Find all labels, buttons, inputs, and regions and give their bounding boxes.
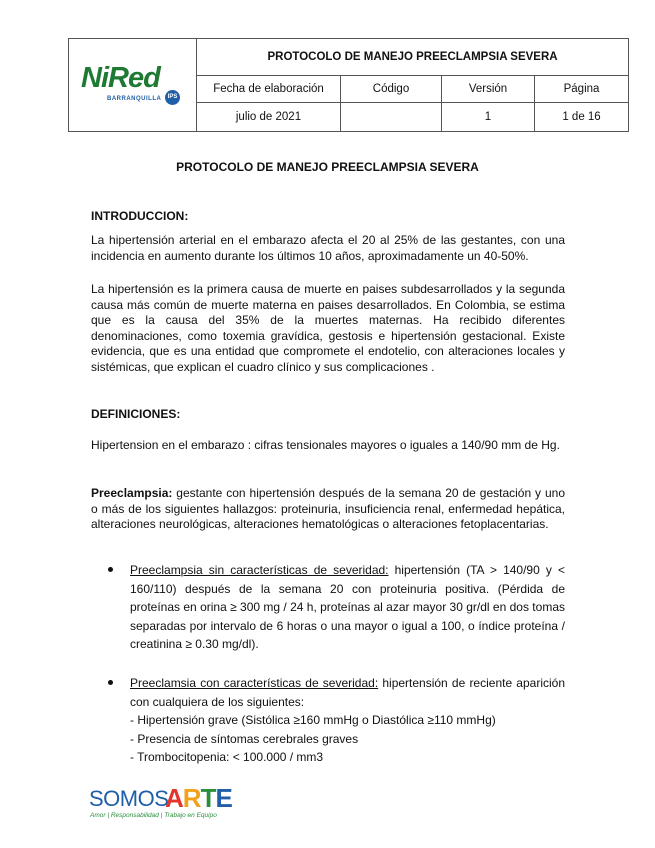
bullet1-label: Preeclampsia sin características de severidad: bbox=[130, 563, 389, 577]
header-table bbox=[68, 38, 629, 132]
bullet2-text: hipertensión de reciente aparición con cualquiera de los siguientes: bbox=[130, 676, 566, 709]
intro-paragraph-1: La hipertensión arterial en el embarazo afecta el 20 al 25% de las gestantes, con una incidencia en aumento durante los últimos 10 años, aproximadamente un 40-50%. bbox=[91, 233, 565, 263]
preeclampsia-text: gestante con hipertensión después de la semana 20 de gestación y uno o más de los siguientes hallazgos: proteinuria, insuficiencia renal, enfermedad hepática, alteraciones neurológicas, alteraciones hematológicas o alteraciones fetoplacentarias. bbox=[91, 486, 565, 531]
preeclampsia-label: Preeclampsia: bbox=[91, 486, 173, 500]
sub-item-hypertension: - Hipertensión grave (Sistólica ≥160 mmHg o Diastólica ≥110 mmHg) bbox=[130, 713, 496, 727]
logo-cell bbox=[69, 39, 197, 132]
value-codigo bbox=[341, 103, 442, 132]
sub-item-cerebral: - Presencia de síntomas cerebrales graves bbox=[130, 731, 359, 746]
bullet-icon bbox=[108, 680, 113, 685]
col-header-codigo: Código bbox=[341, 76, 442, 103]
logo-tagline: Amor | Responsabilidad | Trabajo en Equipo bbox=[90, 812, 217, 819]
col-header-fecha: Fecha de elaboración bbox=[197, 76, 341, 103]
header-title: PROTOCOLO DE MANEJO PREECLAMPSIA SEVERA bbox=[197, 39, 629, 76]
logo-text: NiRed bbox=[81, 62, 160, 94]
col-header-pagina: Página bbox=[535, 76, 629, 103]
bullet-icon bbox=[108, 567, 113, 572]
definition-preeclampsia bbox=[91, 486, 565, 533]
sub-item-thrombocytopenia: - Trombocitopenia: < 100.000 / mm3 bbox=[130, 750, 324, 764]
document-title: PROTOCOLO DE MANEJO PREECLAMPSIA SEVERA bbox=[176, 160, 479, 174]
definition-hypertension: Hipertension en el embarazo : cifras tensionales mayores o iguales a 140/90 mm de Hg. bbox=[91, 438, 560, 452]
logo-badge: IPS bbox=[165, 90, 180, 105]
intro-heading: INTRODUCCION: bbox=[91, 209, 189, 223]
definitions-heading: DEFINICIONES: bbox=[91, 407, 181, 421]
value-fecha: julio de 2021 bbox=[197, 103, 341, 132]
col-header-version: Versión bbox=[442, 76, 535, 103]
logo-somos: SOMOS bbox=[89, 786, 169, 811]
intro-paragraph-2: La hipertensión es la primera causa de muerte en paises subdesarrollados y la segunda causa más común de muerte materna en paises desarrollados. En Colombia, se estima que es la causa del 35% de la muertes maternas. Ha recibido diferentes denominaciones, como toxemia gravídica, gestosis e hipertensión gestacional. Existe evidencia, que es una entidad que compromete el endotelio, con alteraciones locales y sistémicas, que explican el cuadro clínico y sus complicaciones . bbox=[91, 282, 565, 374]
logo-subtitle: BARRANQUILLA bbox=[107, 96, 162, 102]
nired-logo bbox=[81, 63, 189, 109]
value-pagina: 1 de 16 bbox=[535, 103, 629, 132]
bullet1-text: hipertensión (TA > 140/90 y < 160/110) después de la semana 20 con proteinuria positiva. (Pérdida de proteínas en orina ≥ 300 mg / 24 h, proteínas al azar mayor 30 gr/dl en dos tomas separadas por intervalo de 6 horas o una mayor o igual a 100, o índice proteína / creatinina ≥ 0.30 mg/dl). bbox=[130, 563, 565, 651]
bullet2-label: Preeclamsia con características de severidad: bbox=[130, 676, 379, 690]
somosarte-logo bbox=[89, 783, 249, 827]
logo-arte: ARTE bbox=[165, 783, 232, 813]
value-version: 1 bbox=[442, 103, 535, 132]
